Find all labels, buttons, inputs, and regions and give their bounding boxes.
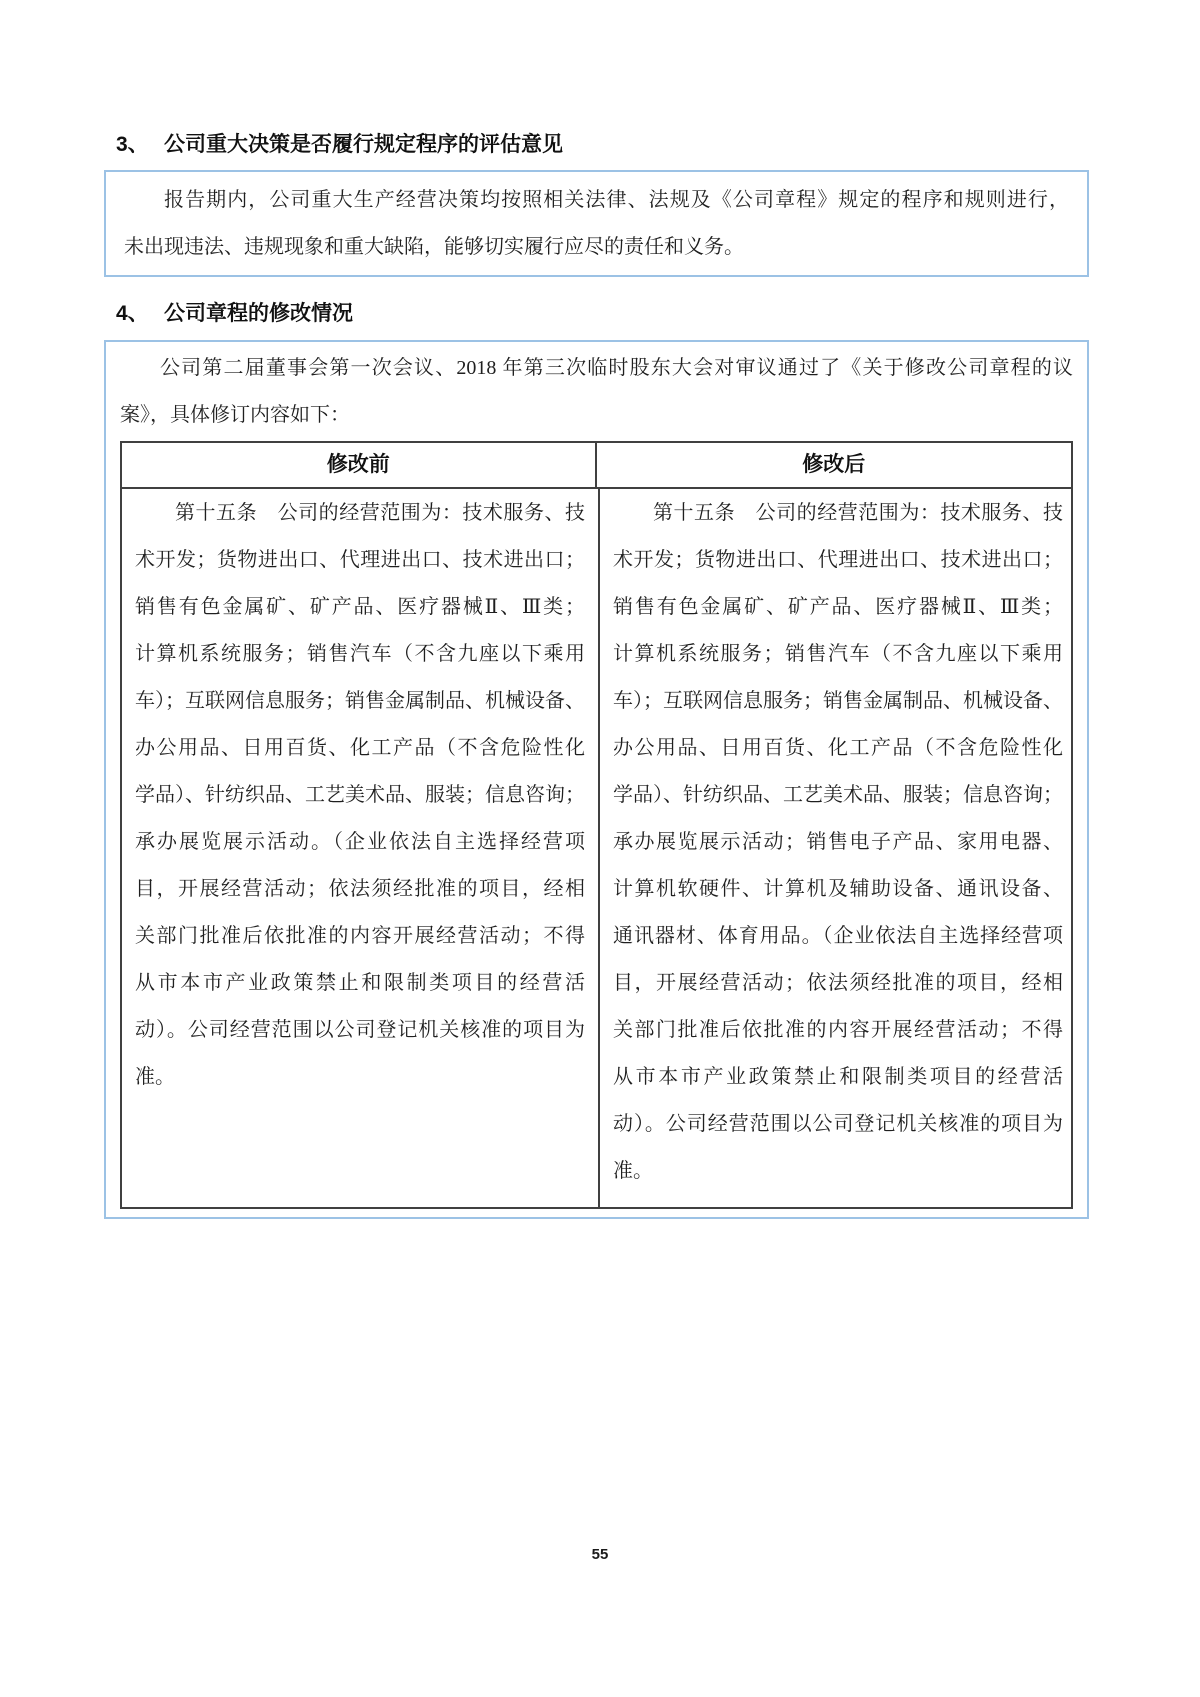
text-line: 动）。公司经营范围以公司登记机关核准的项目为 xyxy=(613,1113,1063,1135)
text-line: 目，开展经营活动；依法须经批准的项目，经相 xyxy=(135,878,585,900)
text-line: 计算机系统服务；销售汽车（不含九座以下乘用 xyxy=(613,643,1063,665)
page-number: 55 xyxy=(591,1546,609,1563)
text-line: 目，开展经营活动；依法须经批准的项目，经相 xyxy=(613,972,1063,994)
text-line: 通讯器材、体育用品。（企业依法自主选择经营项 xyxy=(613,925,1063,947)
cell-after-text xyxy=(600,489,1076,1207)
text-line: 公司第二届董事会第一次会议、2018 年第三次临时股东大会对审议通过了《关于修改公司章程的议 xyxy=(160,357,1073,379)
text-line: 从市本市产业政策禁止和限制类项目的经营活 xyxy=(135,972,585,994)
section3-paragraph xyxy=(124,177,1069,271)
text-line: 第十五条 公司的经营范围为：技术服务、技 xyxy=(653,502,1063,524)
section4-title: 公司章程的修改情况 xyxy=(164,302,353,325)
amendment-table-body-row xyxy=(122,489,1071,1207)
section4-intro xyxy=(120,345,1073,439)
text-line: 案》，具体修订内容如下： xyxy=(120,404,350,426)
text-line: 承办展览展示活动。（企业依法自主选择经营项 xyxy=(135,831,585,853)
section3-title: 公司重大决策是否履行规定程序的评估意见 xyxy=(164,133,563,156)
text-line: 学品）、针纺织品、工艺美术品、服装；信息咨询； xyxy=(613,784,1063,806)
amendment-table-header-row xyxy=(122,443,1071,489)
text-line: 关部门批准后依批准的内容开展经营活动；不得 xyxy=(135,925,585,947)
text-line: 未出现违法、违规现象和重大缺陷，能够切实履行应尽的责任和义务。 xyxy=(124,236,744,258)
text-line: 承办展览展示活动；销售电子产品、家用电器、 xyxy=(613,831,1063,853)
charter-amendment-table xyxy=(120,441,1073,1209)
text-line: 车）；互联网信息服务；销售金属制品、机械设备、 xyxy=(135,690,585,712)
text-line: 从市本市产业政策禁止和限制类项目的经营活 xyxy=(613,1066,1063,1088)
text-line: 关部门批准后依批准的内容开展经营活动；不得 xyxy=(613,1019,1063,1041)
text-line: 计算机软硬件、计算机及辅助设备、通讯设备、 xyxy=(613,878,1063,900)
text-line: 准。 xyxy=(135,1066,175,1088)
section4-number: 4、 xyxy=(116,302,149,325)
section4-heading xyxy=(104,300,1089,328)
text-line: 销售有色金属矿、矿产品、医疗器械Ⅱ、Ⅲ类； xyxy=(135,596,585,618)
page-content xyxy=(104,0,1089,1219)
section3-number: 3、 xyxy=(116,133,149,156)
text-line: 办公用品、日用百货、化工产品（不含危险性化 xyxy=(135,737,585,759)
section3-text-box xyxy=(104,170,1089,277)
text-line: 销售有色金属矿、矿产品、医疗器械Ⅱ、Ⅲ类； xyxy=(613,596,1063,618)
text-line: 办公用品、日用百货、化工产品（不含危险性化 xyxy=(613,737,1063,759)
text-line: 第十五条 公司的经营范围为：技术服务、技 xyxy=(175,502,585,524)
text-line: 术开发；货物进出口、代理进出口、技术进出口； xyxy=(135,549,585,571)
text-line: 术开发；货物进出口、代理进出口、技术进出口； xyxy=(613,549,1063,571)
cell-before-text xyxy=(122,489,600,1207)
section4-text-box xyxy=(104,340,1089,1219)
section3-heading xyxy=(104,131,1089,159)
header-cell-after: 修改后 xyxy=(802,453,866,476)
text-line: 报告期内，公司重大生产经营决策均按照相关法律、法规及《公司章程》规定的程序和规则进行， xyxy=(164,189,1069,211)
header-cell-before: 修改前 xyxy=(122,443,597,487)
text-line: 学品）、针纺织品、工艺美术品、服装；信息咨询； xyxy=(135,784,585,806)
text-line: 车）；互联网信息服务；销售金属制品、机械设备、 xyxy=(613,690,1063,712)
text-line: 准。 xyxy=(613,1160,653,1182)
text-line: 计算机系统服务；销售汽车（不含九座以下乘用 xyxy=(135,643,585,665)
text-line: 动）。公司经营范围以公司登记机关核准的项目为 xyxy=(135,1019,585,1041)
